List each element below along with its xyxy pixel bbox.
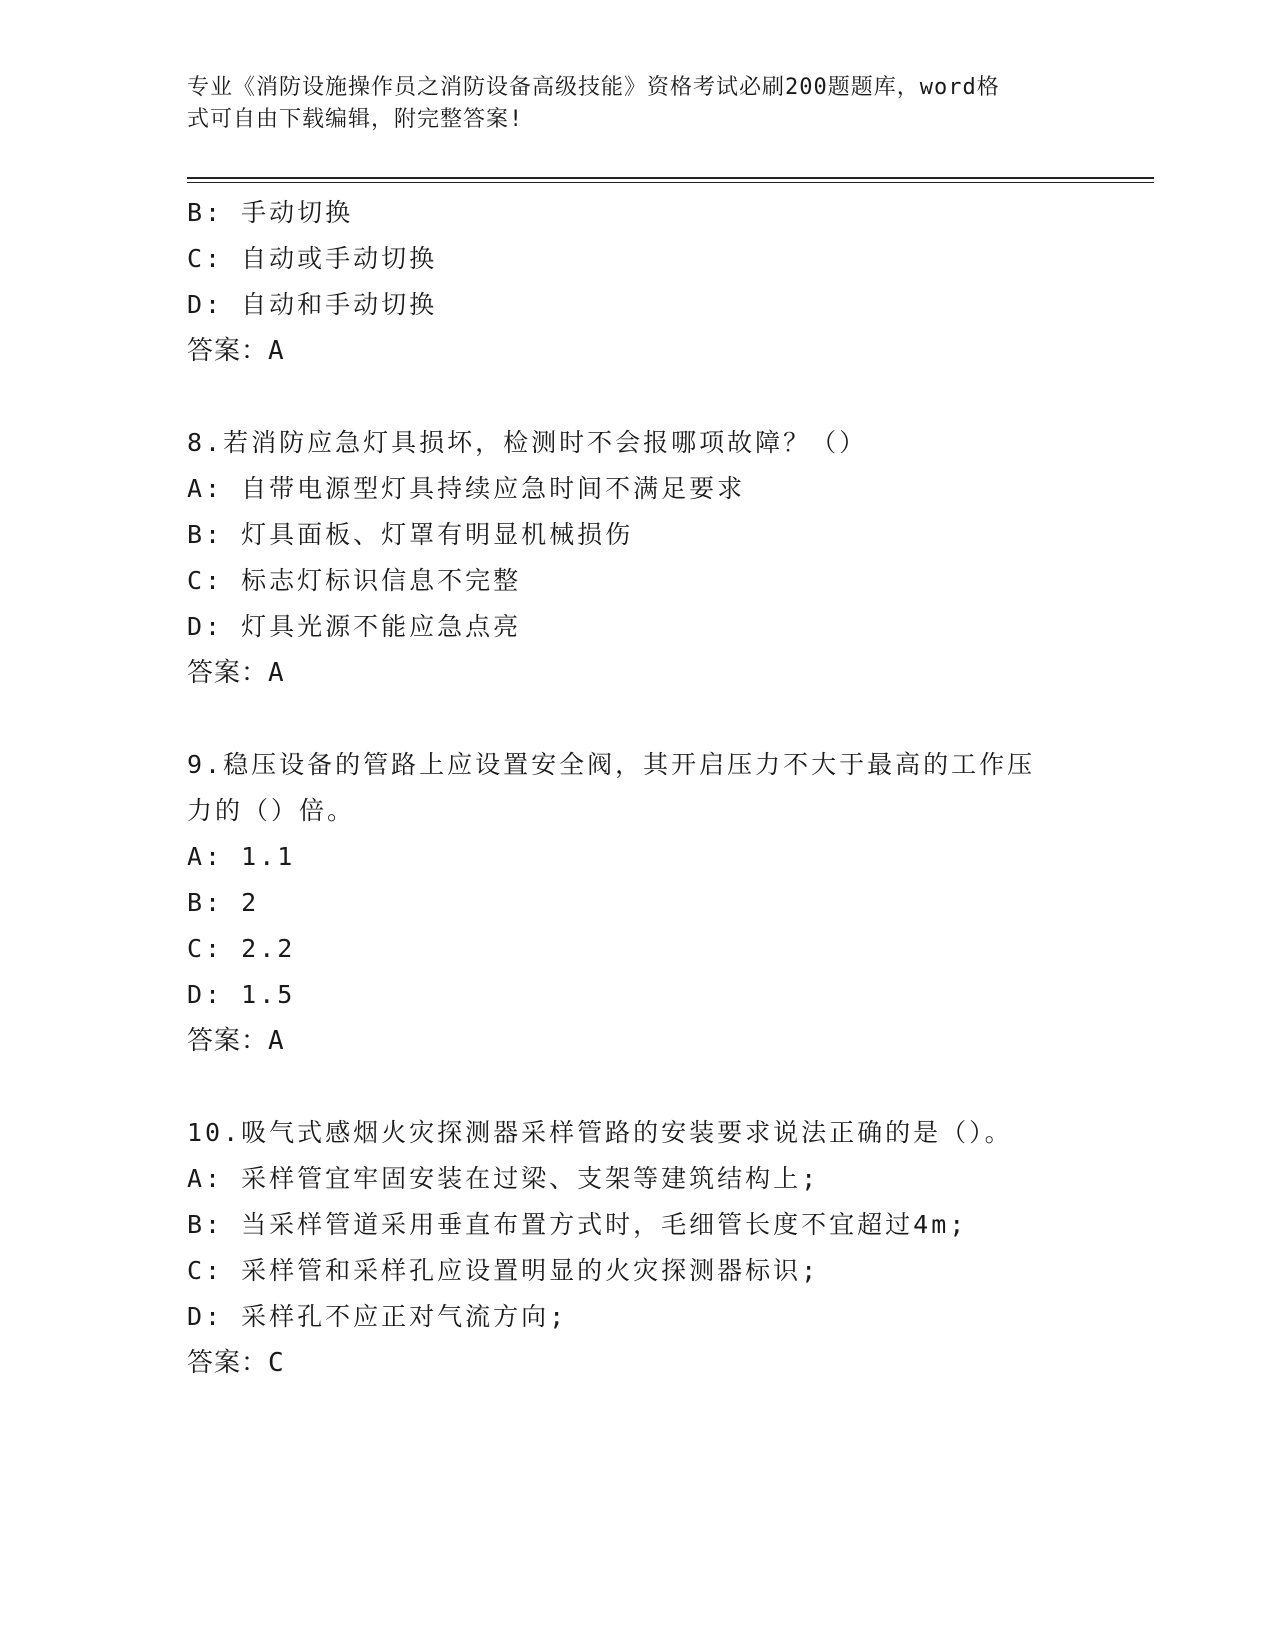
header-title-line-1: 专业《消防设施操作员之消防设备高级技能》资格考试必刷200题题库，word格 <box>187 75 1000 100</box>
answer-label: 答案：C <box>187 1348 285 1378</box>
option-c: C: 标志灯标识信息不完整 <box>187 566 522 595</box>
question-block-7 <box>187 190 1087 374</box>
document-header <box>187 72 1067 136</box>
header-title-line-2: 式可自由下载编辑，附完整答案! <box>187 107 524 132</box>
answer-label: 答案：A <box>187 658 285 688</box>
option-c: C: 自动或手动切换 <box>187 244 438 273</box>
question-text-line-2: 力的（）倍。 <box>187 796 356 825</box>
option-b: B: 当采样管道采用垂直布置方式时，毛细管长度不宜超过4m; <box>187 1210 968 1239</box>
question-text-line-1: 9.稳压设备的管路上应设置安全阀，其开启压力不大于最高的工作压 <box>187 750 1036 779</box>
option-d: D: 采样孔不应正对气流方向; <box>187 1302 568 1331</box>
question-text: 8.若消防应急灯具损坏，检测时不会报哪项故障？（） <box>187 428 868 457</box>
option-b: B: 2 <box>187 888 260 917</box>
answer-label: 答案：A <box>187 1026 285 1056</box>
option-a: A: 采样管宜牢固安装在过梁、支架等建筑结构上; <box>187 1164 820 1193</box>
question-block-8 <box>187 420 1087 696</box>
option-c: C: 采样管和采样孔应设置明显的火灾探测器标识; <box>187 1256 820 1285</box>
question-block-10 <box>187 1110 1087 1386</box>
question-block-9 <box>187 742 1087 1064</box>
option-d: D: 灯具光源不能应急点亮 <box>187 612 522 641</box>
answer-label: 答案：A <box>187 336 285 366</box>
header-divider-thin <box>187 182 1154 183</box>
option-b: B: 手动切换 <box>187 198 354 227</box>
option-d: D: 自动和手动切换 <box>187 290 438 319</box>
option-a: A: 自带电源型灯具持续应急时间不满足要求 <box>187 474 746 503</box>
spacer <box>187 1064 1087 1110</box>
spacer <box>187 696 1087 742</box>
option-a: A: 1.1 <box>187 842 296 871</box>
option-b: B: 灯具面板、灯罩有明显机械损伤 <box>187 520 634 549</box>
option-d: D: 1.5 <box>187 980 296 1009</box>
header-divider-thick <box>187 177 1154 179</box>
spacer <box>187 374 1087 420</box>
option-c: C: 2.2 <box>187 934 296 963</box>
question-text: 10.吸气式感烟火灾探测器采样管路的安装要求说法正确的是（）。 <box>187 1118 1013 1147</box>
question-list <box>187 190 1087 1386</box>
